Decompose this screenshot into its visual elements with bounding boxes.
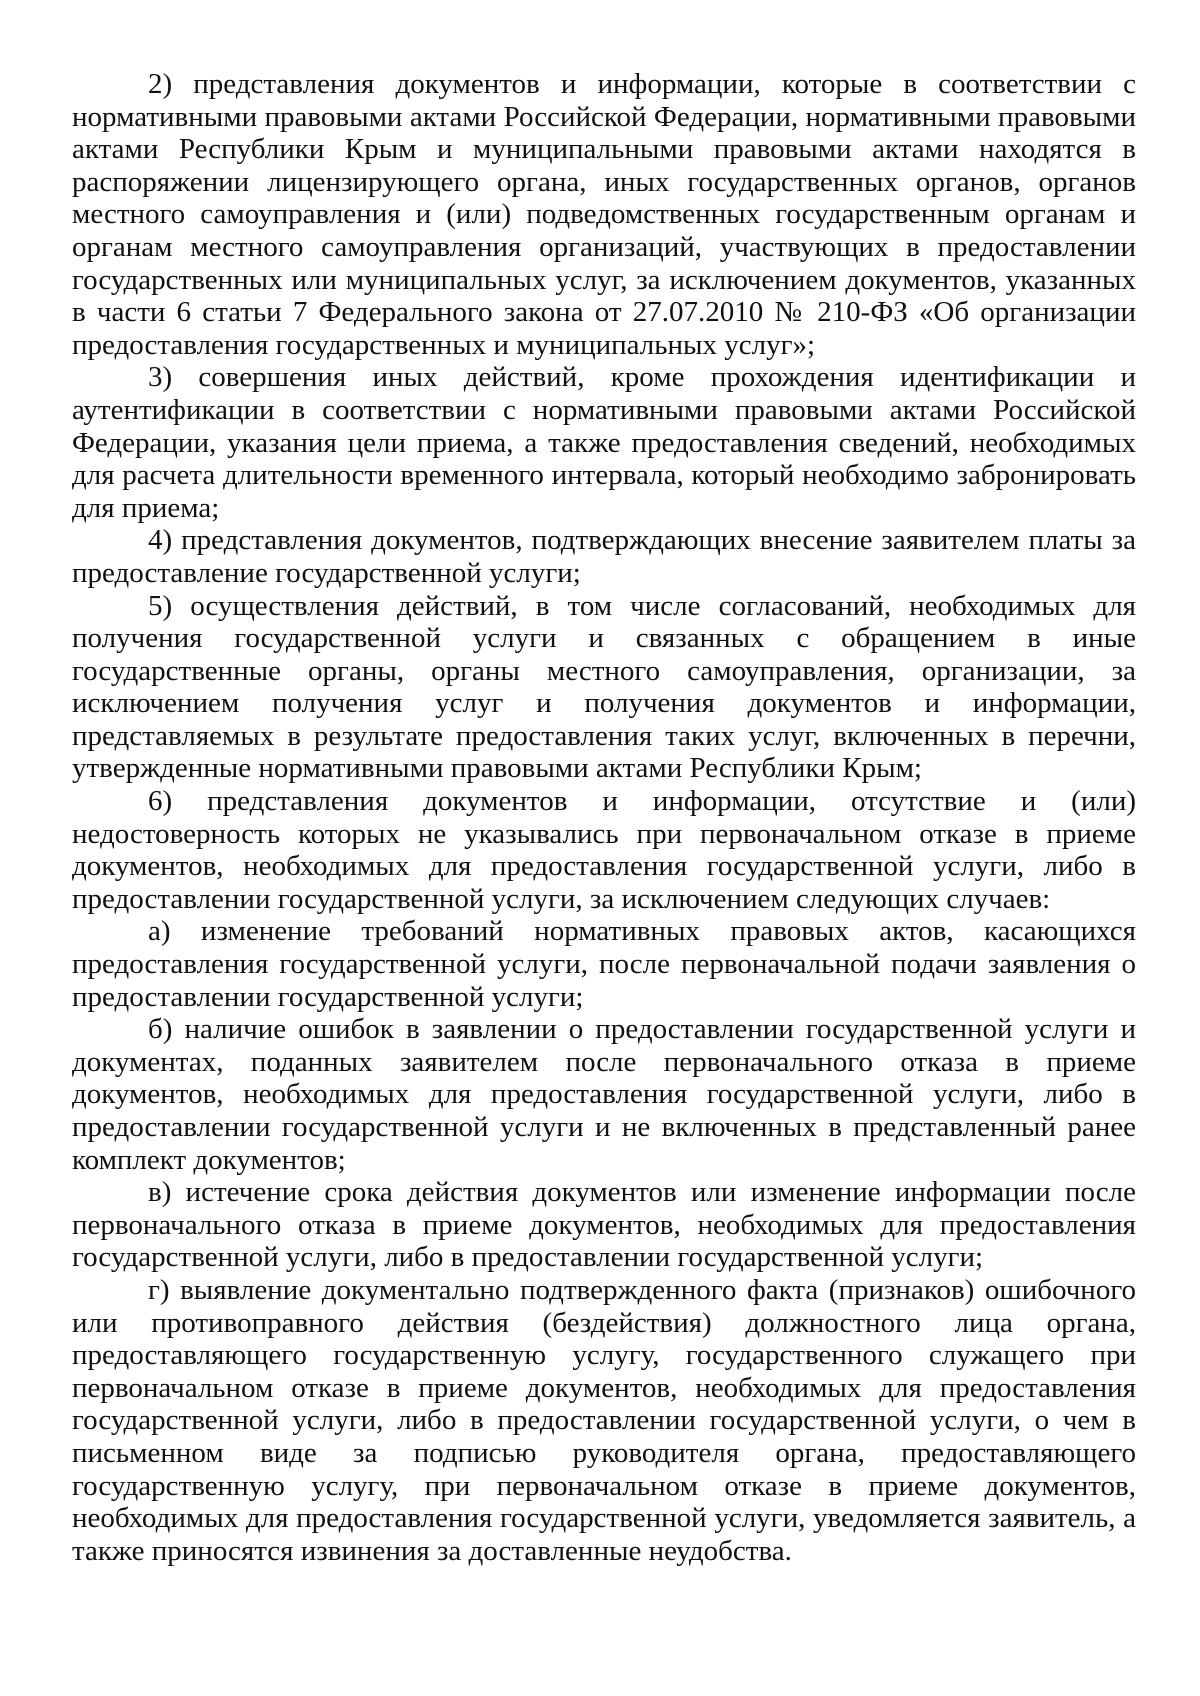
paragraph-item-2: 2) представления документов и информации, которые в соответствии с нормативными правовыми актами Российской Федерации, нормативными правовыми актами Республики Крым и муниципальными правовыми актами находятся в распоряжении лицензирующего органа, иных государственных органов, органов местного самоуправления и (или) подведомственных государственным органам и органам местного самоуправления организаций, участвующих в предоставлении государственных или муниципальных услуг, за исключением документов, указанных в части 6 статьи 7 Федерального закона от 27.07.2010 № 210-ФЗ «Об организации предоставления государственных и муниципальных услуг»;: [72, 68, 1136, 361]
paragraph-subitem-g: г) выявление документально подтвержденного факта (признаков) ошибочного или противоправного действия (бездействия) должностного лица органа, предоставляющего государственную услугу, государственного служащего при первоначальном отказе в приеме документов, необходимых для предоставления государственной услуги, либо в предоставлении государственной услуги, о чем в письменном виде за подписью руководителя органа, предоставляющего государственную услугу, при первоначальном отказе в приеме документов, необходимых для предоставления государственной услуги, уведомляется заявитель, а также приносятся извинения за доставленные неудобства.: [72, 1273, 1136, 1567]
paragraph-item-6: 6) представления документов и информации, отсутствие и (или) недостоверность которых не указывались при первоначальном отказе в приеме документов, необходимых для предоставления государственной услуги, либо в предоставлении государственной услуги, за исключением следующих случаев:: [72, 785, 1136, 915]
document-page: [72, 68, 1136, 1567]
paragraph-item-3: 3) совершения иных действий, кроме прохождения идентификации и аутентификации в соответствии с нормативными правовыми актами Российской Федерации, указания цели приема, а также предоставления сведений, необходимых для расчета длительности временного интервала, который необходимо забронировать для приема;: [72, 361, 1136, 524]
paragraph-item-4: 4) представления документов, подтверждающих внесение заявителем платы за предоставление государственной услуги;: [72, 524, 1136, 589]
paragraph-subitem-v: в) истечение срока действия документов или изменение информации после первоначального отказа в приеме документов, необходимых для предоставления государственной услуги, либо в предоставлении государственной услуги;: [72, 1176, 1136, 1274]
paragraph-item-5: 5) осуществления действий, в том числе согласований, необходимых для получения государственной услуги и связанных с обращением в иные государственные органы, органы местного самоуправления, организации, за исключением получения услуг и получения документов и информации, представляемых в результате предоставления таких услуг, включенных в перечни, утвержденные нормативными правовыми актами Республики Крым;: [72, 589, 1136, 785]
paragraph-subitem-b: б) наличие ошибок в заявлении о предоставлении государственной услуги и документах, поданных заявителем после первоначального отказа в приеме документов, необходимых для предоставления государственной услуги, либо в предоставлении государственной услуги и не включенных в представленный ранее комплект документов;: [72, 1013, 1136, 1176]
paragraph-subitem-a: а) изменение требований нормативных правовых актов, касающихся предоставления государственной услуги, после первоначальной подачи заявления о предоставлении государственной услуги;: [72, 915, 1136, 1013]
